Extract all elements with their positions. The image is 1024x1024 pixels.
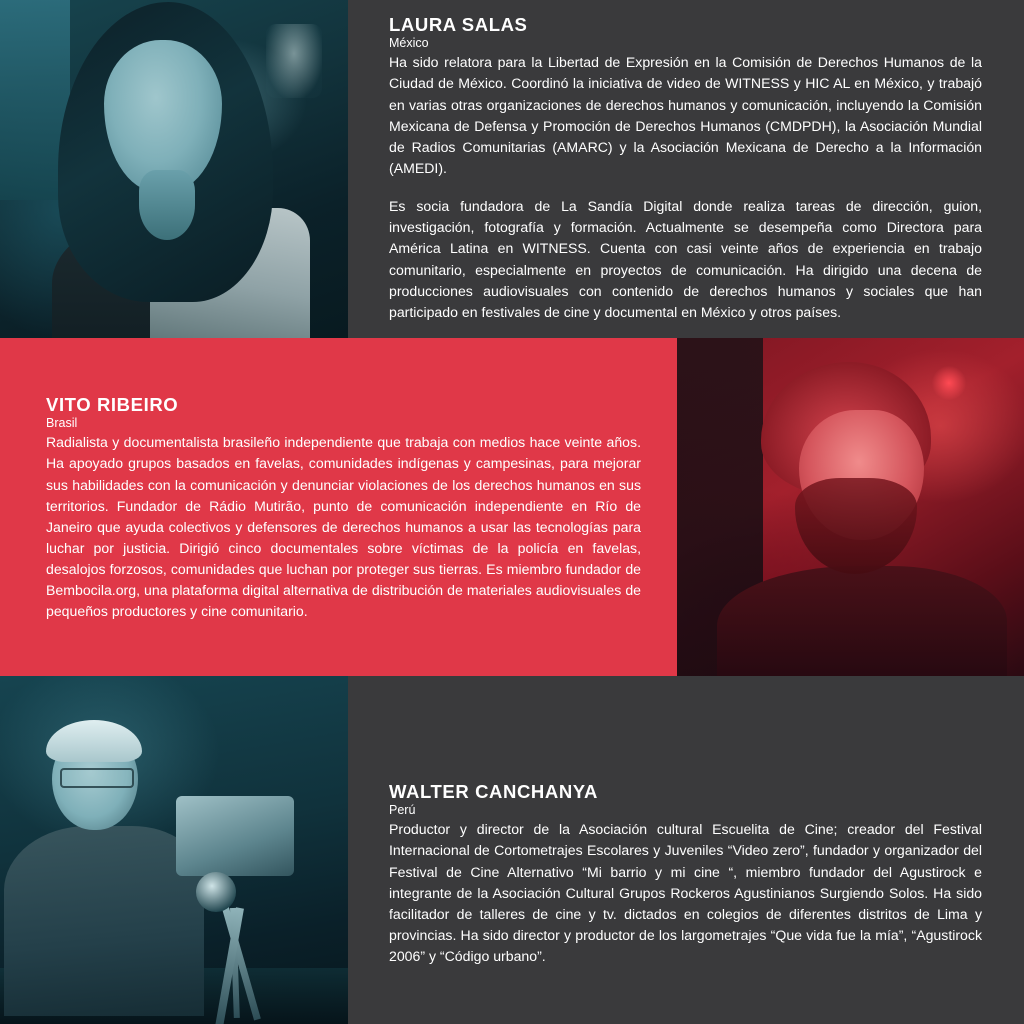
profile-name: LAURA SALAS xyxy=(389,14,528,35)
profile-card-walter-canchanya xyxy=(0,676,1024,1024)
profile-bio-walter-canchanya xyxy=(348,676,1024,1024)
profile-paragraph: Es socia fundadora de La Sandía Digital donde realiza tareas de dirección, guion, investigación, fotografía y formación. Actualmente se desempeña como Directora para América Latina en WITNESS. Cuenta con casi veinte años de experiencia en trabajo comunitario, especialmente en proyectos de comunicación. Ha dirigido una decena de producciones audiovisuales con contenido de derechos humanos y sociales que han participado en festivales de cine y documental en México y otros países. xyxy=(389,198,982,320)
profile-bio-vito-ribeiro xyxy=(0,338,677,676)
profile-paragraph: Ha sido relatora para la Libertad de Expresión en la Comisión de Derechos Humanos de la Ciudad de México. Coordinó la iniciativa de video de WITNESS y HIC AL en México, y trabajó en varias otras organizaciones de derechos humanos y comunicación, incluyendo la Comisión Mexicana de Defensa y Promoción de Derechos Humanos (CMDPDH), la Asociación Mundial de Radios Comunitarias (AMARC) y la Asociación Mexicana de Derecho a la Información (AMEDI). xyxy=(389,54,982,176)
profile-country: Perú xyxy=(389,803,416,818)
profile-bio-laura-salas xyxy=(348,0,1024,338)
profile-photo-walter-canchanya xyxy=(0,676,348,1024)
profile-country: México xyxy=(389,36,429,51)
profile-country: Brasil xyxy=(46,416,78,431)
profile-photo-laura-salas xyxy=(0,0,348,338)
profile-paragraph: Radialista y documentalista brasileño independiente que trabaja con medios hace veinte años. Ha apoyado grupos basados en favelas, comunidades indígenas y campesinas, para mejorar sus habilidades con la comunicación y denunciar violaciones de los derechos humanos en sus territorios. Fundador de Rádio Mutirão, punto de comunicación independiente en Río de Janeiro que ayuda colectivos y defensores de derechos humanos a usar las tecnologías para luchar por justicia. Dirigió cinco documentales sobre víctimas de la policía en favelas, desalojos forzosos, comunidades que luchan por proteger sus tierras. Es miembro fundador de Bembocila.org, una plataforma digital alternativa de distribución de materiales audiovisuales de pequeños productores y cine comunitario. xyxy=(46,434,641,620)
profile-paragraph: Productor y director de la Asociación cultural Escuelita de Cine; creador del Festival Internacional de Cortometrajes Escolares y Juveniles “Video zero”, fundador y organizador del Festival de Cine Alternativo “Mi barrio y mi cine “, miembro fundador del Agustirock e integrante de la Asociación Cultural Grupos Rockeros Agustinianos Surgiendo Solos. Ha sido facilitador de talleres de cine y tv. dictados en colegios de diferentes distritos de Lima y provincias. Ha sido director y productor de los largometrajes “Que vida fue la mía”, “Agustirock 2006” y “Código urbano”. xyxy=(389,821,982,965)
profile-card-laura-salas xyxy=(0,0,1024,338)
profile-photo-vito-ribeiro xyxy=(677,338,1024,676)
profile-card-vito-ribeiro xyxy=(0,338,1024,676)
profile-name: VITO RIBEIRO xyxy=(46,394,179,415)
profile-name: WALTER CANCHANYA xyxy=(389,781,598,802)
